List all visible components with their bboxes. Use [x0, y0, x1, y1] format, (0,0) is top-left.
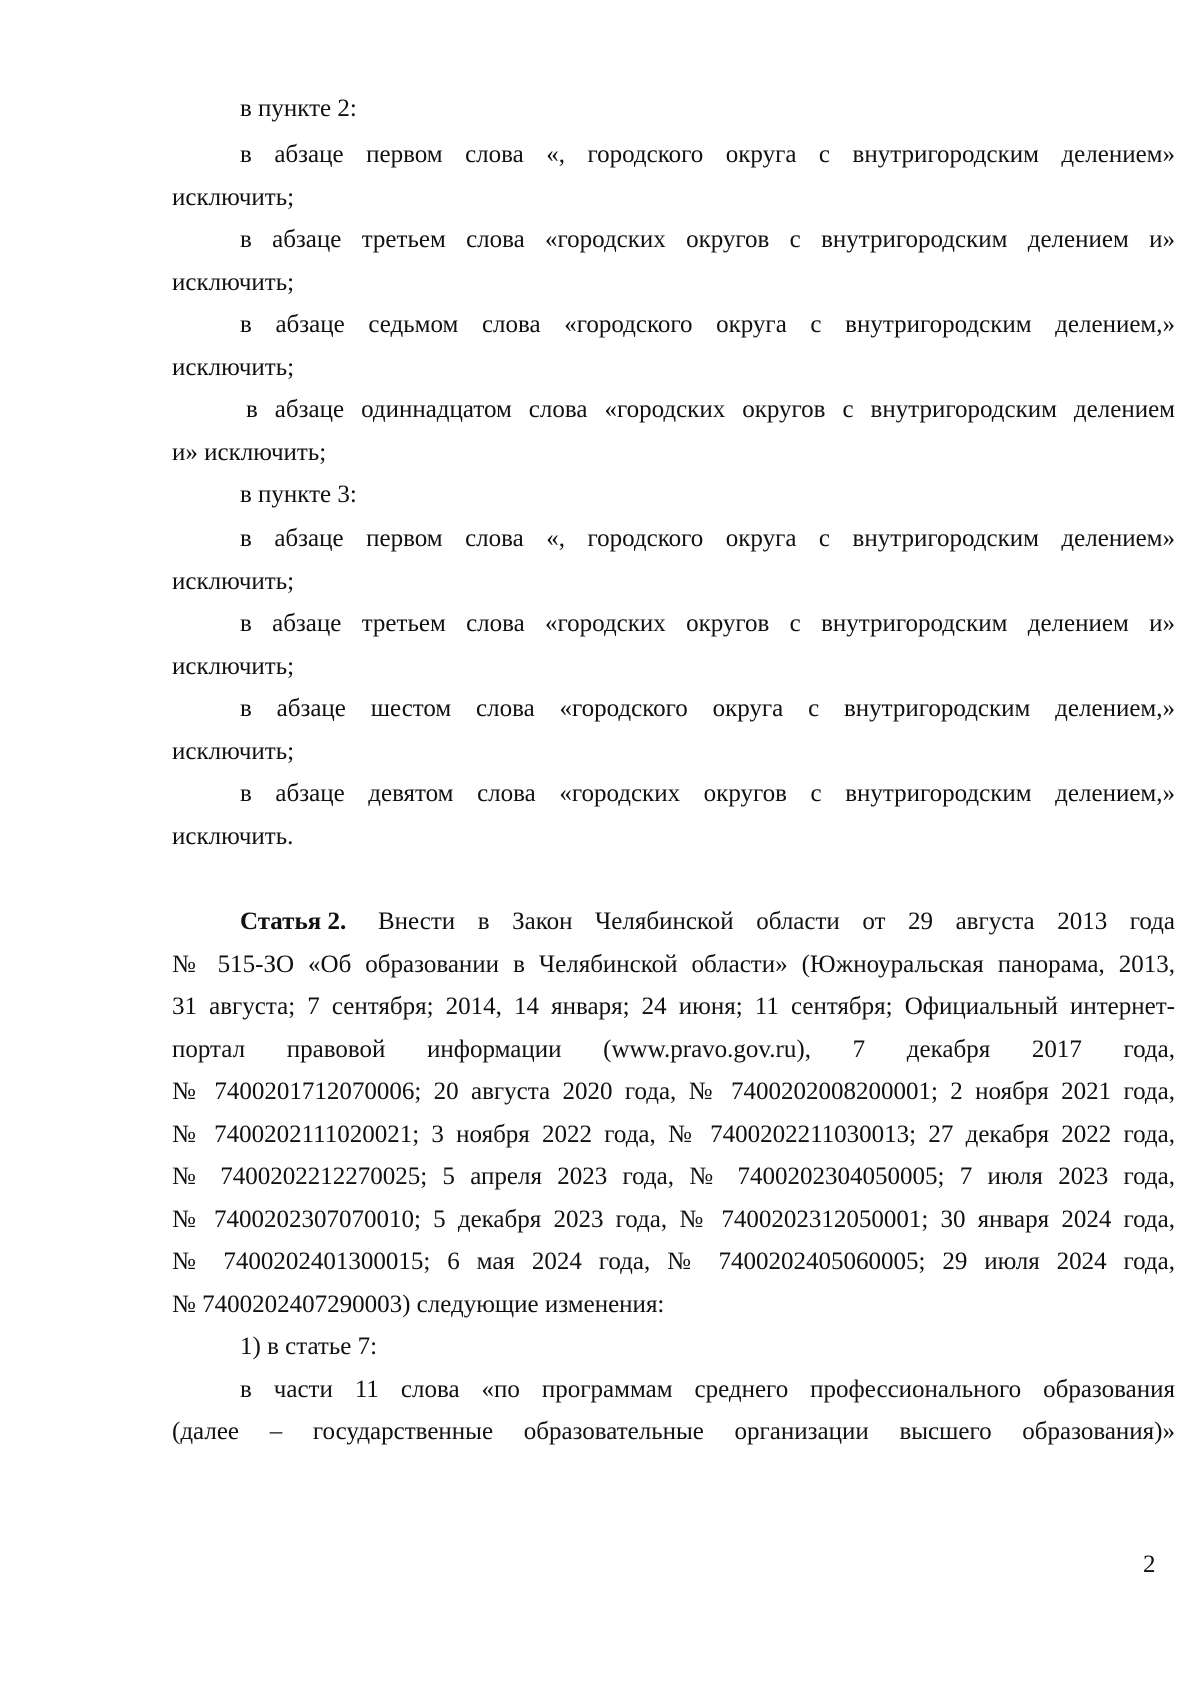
paragraph-line: исключить;	[172, 568, 295, 595]
paragraph-line: портал правовой информации (www.pravo.gov.ru), 7 декабря 2017 года,	[172, 1036, 1175, 1063]
paragraph-line: в абзаце седьмом слова «городского округа с внутригородским делением,»	[240, 311, 1175, 338]
paragraph-line: в пункте 2:	[240, 95, 357, 122]
article-heading: Статья 2.	[240, 908, 347, 935]
paragraph-line: № 7400202111020021; 3 ноября 2022 года, № 7400202211030013; 27 декабря 2022 года,	[172, 1121, 1175, 1148]
paragraph-line: № 7400201712070006; 20 августа 2020 года, № 7400202008200001; 2 ноября 2021 года,	[172, 1078, 1175, 1105]
paragraph-line: исключить;	[172, 269, 295, 296]
paragraph-line: и» исключить;	[172, 439, 327, 466]
paragraph-line: № 7400202401300015; 6 мая 2024 года, № 7400202405060005; 29 июля 2024 года,	[172, 1248, 1175, 1275]
paragraph-line: в абзаце третьем слова «городских округов с внутригородским делением и»	[240, 610, 1175, 637]
paragraph-line: в абзаце шестом слова «городского округа с внутригородским делением,»	[240, 695, 1175, 722]
paragraph-line: исключить;	[172, 184, 295, 211]
paragraph-line: в части 11 слова «по программам среднего профессионального образования	[240, 1376, 1175, 1403]
paragraph-line: исключить;	[172, 738, 295, 765]
paragraph-line: исключить;	[172, 653, 295, 680]
paragraph-line: исключить;	[172, 354, 295, 381]
paragraph-line: в абзаце первом слова «, городского округа с внутригородским делением»	[240, 525, 1175, 552]
paragraph-line: исключить.	[172, 823, 294, 850]
paragraph-line: № 7400202407290003) следующие изменения:	[172, 1291, 665, 1318]
paragraph-line: в абзаце одиннадцатом слова «городских округов с внутригородским делением	[246, 396, 1175, 423]
paragraph-line: в абзаце девятом слова «городских округов с внутригородским делением,»	[240, 780, 1175, 807]
paragraph-line: в абзаце первом слова «, городского округа с внутригородским делением»	[240, 141, 1175, 168]
paragraph-line: 1) в статье 7:	[240, 1333, 378, 1360]
paragraph-line: Внести в Закон Челябинской области от 29 августа 2013 года	[378, 908, 1175, 935]
paragraph-line: № 7400202307070010; 5 декабря 2023 года, № 7400202312050001; 30 января 2024 года,	[172, 1206, 1175, 1233]
paragraph-line: (далее – государственные образовательные организации высшего образования)»	[172, 1418, 1175, 1445]
paragraph-line: № 7400202212270025; 5 апреля 2023 года, № 7400202304050005; 7 июля 2023 года,	[172, 1163, 1175, 1190]
paragraph-line: 31 августа; 7 сентября; 2014, 14 января; 24 июня; 11 сентября; Официальный интернет-	[172, 993, 1175, 1020]
paragraph-line: в абзаце третьем слова «городских округов с внутригородским делением и»	[240, 226, 1175, 253]
page-number: 2	[1143, 1551, 1156, 1578]
paragraph-line: № 515-ЗО «Об образовании в Челябинской области» (Южноуральская панорама, 2013,	[172, 951, 1175, 978]
paragraph-line: в пункте 3:	[240, 481, 357, 508]
